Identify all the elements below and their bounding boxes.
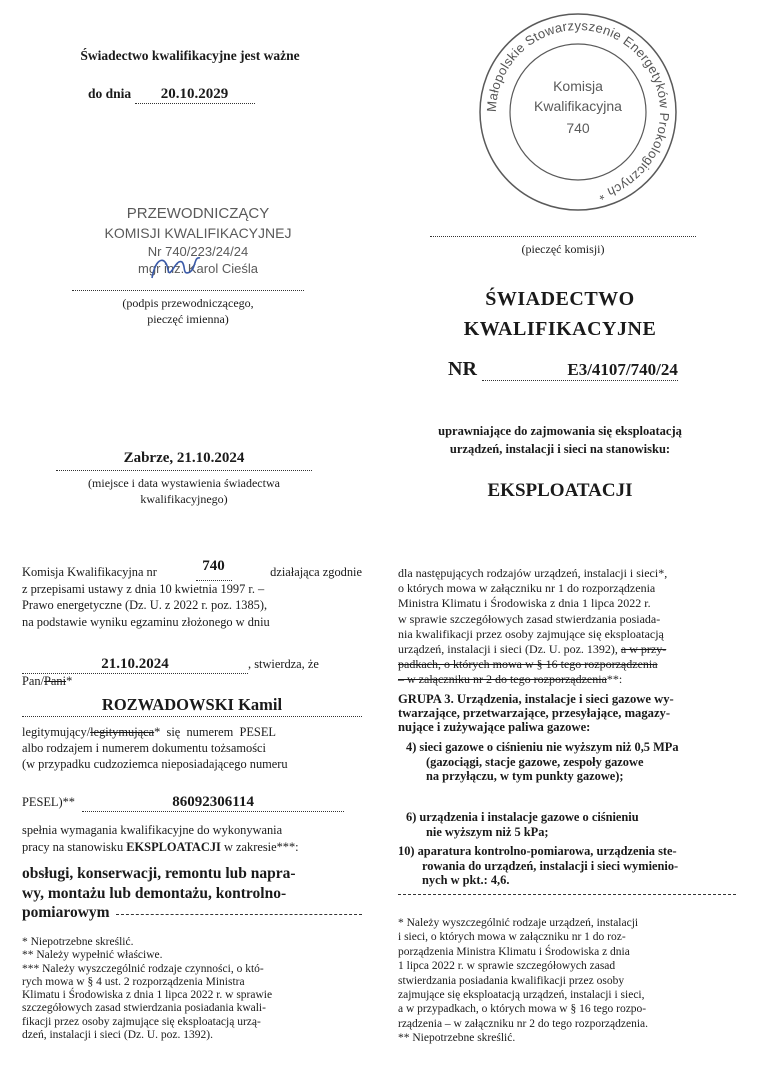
- certificate-title-1: ŚWIADECTWO: [485, 288, 635, 310]
- left-line-4: na podstawie wyniku egzaminu złożonego w dniu: [22, 614, 270, 629]
- group-item-6: [406, 810, 736, 839]
- right-footnotes: [398, 916, 738, 1046]
- stamp-line-1: Komisja: [553, 78, 603, 94]
- svg-text:Małopolskie Stowarzyszenie Ene: Małopolskie Stowarzyszenie Energetyków Prokologicznych *: [483, 17, 673, 204]
- left-paragraph-3: [22, 822, 362, 855]
- place-caption-1: (miejsce i data wystawienia świadectwa: [88, 476, 280, 490]
- text: Komisja Kwalifikacyjna nr: [22, 565, 157, 579]
- group-line-1: GRUPA 3. Urządzenia, instalacje i sieci gazowe wy-: [398, 692, 674, 706]
- text: 10) aparatura kontrolno-pomiarowa, urządzenia ste-: [398, 844, 677, 858]
- scope-line-3: [22, 903, 362, 923]
- chairman-stamp-line-1: PRZEWODNICZĄCY: [126, 205, 270, 222]
- text: EKSPLOATACJI: [126, 839, 221, 854]
- right-footnote-6: zajmujące się eksploatacją urządzeń, instalacji i sieci,: [398, 989, 645, 1002]
- chairman-stamp-line-4: mgr inż. Karol Cieśla: [138, 261, 258, 276]
- text: w zakresie***:: [223, 839, 299, 854]
- validity-date: 20.10.2029: [135, 86, 255, 104]
- right-footnote-8: rządzenia – w załączniku nr 2 do tego rozporządzenia.: [398, 1017, 648, 1030]
- left-line-1: [22, 558, 362, 581]
- text: legitymujący/: [22, 725, 91, 739]
- text: pracy na stanowisku: [22, 839, 124, 854]
- text: rowania do urządzeń, instalacji i sieci wymienio-: [422, 858, 679, 873]
- right-footnote-2: i sieci, o których mowa w załączniku nr 1 do roz-: [398, 931, 626, 944]
- chairman-stamp-line-3: Nr 740/223/24/24: [147, 244, 249, 259]
- group-item-4: [406, 740, 736, 784]
- text: nie wyższym niż 5 kPa;: [426, 824, 549, 839]
- signature-icon: [146, 248, 206, 288]
- certificate-number: E3/4107/740/24: [482, 360, 678, 381]
- group-line-3: nujące i zużywające paliwa gazowe:: [398, 720, 591, 734]
- right-line-7: padkach, o których mowa w § 16 tego rozporządzenia: [398, 657, 658, 672]
- left-line-3: Prawo energetyczne (Dz. U. z 2022 r. poz. 1385),: [22, 598, 268, 612]
- left-paragraph-1: [22, 558, 362, 630]
- left-line-6: albo rodzajem i numerem dokumentu tożsamości: [22, 741, 266, 755]
- right-footnote-4: 1 lipca 2022 r. w sprawie szczegółowych zasad: [398, 960, 616, 973]
- position-name: EKSPLOATACJI: [487, 480, 633, 501]
- right-line-3: Ministra Klimatu i Środowiska z dnia 1 lipca 2022 r.: [398, 596, 651, 611]
- place-caption-2: kwalifikacyjnego): [140, 492, 228, 506]
- exam-date: 21.10.2024: [22, 656, 248, 674]
- text: *: [66, 674, 73, 688]
- certificate-title-2: KWALIFIKACYJNE: [463, 318, 657, 340]
- text: **:: [606, 672, 623, 687]
- text: – w załączniku nr 2 do tego rozporządzenia: [398, 672, 607, 687]
- right-line-6: [398, 642, 740, 657]
- group-item-10: [398, 844, 738, 888]
- text: działająca zgodnie: [270, 565, 362, 579]
- right-line-5: nia kwalifikacji przez osoby zajmujące się eksploatacją: [398, 626, 664, 641]
- signature-caption-2: pieczęć imienna): [147, 312, 229, 326]
- entitles-line-2: urządzeń, instalacji i sieci na stanowisku:: [449, 442, 671, 456]
- left-line-9: [22, 839, 362, 856]
- chairman-stamp-line-2: KOMISJI KWALIFIKACYJNEJ: [104, 225, 292, 241]
- scope-dash-line: [116, 914, 362, 915]
- pesel-number: 86092306114: [82, 794, 344, 812]
- group-line-2: twarzające, przetwarzające, przesyłające, magazy-: [398, 706, 671, 720]
- signature-dotted-line: [72, 290, 304, 291]
- right-footnote-3: porządzenia Ministra Klimatu i Środowiska z dnia: [398, 945, 630, 958]
- right-footnote-7: a w przypadkach, o których mowa w § 16 tego rozpo-: [398, 1003, 647, 1016]
- stamp-caption: (pieczęć komisji): [521, 242, 605, 256]
- left-footnote-4: rych mowa w § 4 ust. 2 rozporządzenia Ministra: [22, 975, 245, 988]
- left-footnote-8: dzeń, instalacji i sieci (Dz. U. poz. 1392).: [22, 1029, 213, 1042]
- right-footnote-1: * Należy wyszczególnić rodzaje urządzeń, instalacji: [398, 917, 639, 929]
- certificate-number-row: [448, 358, 678, 381]
- text: 6) urządzenia i instalacje gazowe o ciśnieniu: [406, 810, 639, 824]
- left-footnote-2: ** Należy wypełnić właściwe.: [22, 949, 163, 962]
- left-line-2: z przepisami ustawy z dnia 10 kwietnia 1997 r. –: [22, 581, 265, 596]
- group-heading: [398, 692, 740, 734]
- left-footnote-5: Klimatu i Środowiska z dnia 1 lipca 2022 r. w sprawie: [22, 989, 273, 1002]
- validity-heading: Świadectwo kwalifikacyjne jest ważne: [80, 48, 300, 63]
- komisja-number: 740: [196, 558, 232, 581]
- stamp-line-3: 740: [566, 120, 590, 136]
- text: pomiarowym: [22, 904, 110, 921]
- right-footnote-9: ** Niepotrzebne skreślić.: [398, 1032, 516, 1045]
- text: , stwierdza, że Pan/: [22, 657, 319, 688]
- scope-line-1: obsługi, konserwacji, remontu lub napra-: [22, 865, 296, 882]
- right-footnote-5: stwierdzania posiadania kwalifikacji przez osoby: [398, 974, 625, 987]
- right-paragraph-1: [398, 566, 740, 688]
- nr-label: NR: [448, 358, 477, 380]
- left-footnote-1: * Niepotrzebne skreślić.: [22, 936, 134, 948]
- validity-date-row: [88, 86, 255, 104]
- person-name-dotted-line: [22, 716, 362, 717]
- stamp-line-2: Kwalifikacyjna: [534, 98, 622, 114]
- scope-block: [22, 864, 362, 923]
- scope-line-2: wy, montażu lub demontażu, kontrolno-: [22, 884, 287, 902]
- right-line-2: o których mowa w załączniku nr 1 do rozporządzenia: [398, 581, 656, 596]
- right-dash-line: [398, 894, 736, 895]
- text: a w przy-: [620, 642, 667, 657]
- text: nych w pkt.: 4,6.: [422, 873, 510, 887]
- text: 4) sieci gazowe o ciśnieniu nie wyższym niż 0,5 MPa: [406, 740, 679, 754]
- right-line-1: dla następujących rodzajów urządzeń, instalacji i sieci*,: [398, 566, 668, 580]
- right-line-8: [398, 672, 740, 687]
- signature-caption-1: (podpis przewodniczącego,: [122, 296, 254, 310]
- commission-stamp: [476, 10, 680, 214]
- left-footnote-7: fikacji przez osoby zajmujące się eksploatacją urzą-: [22, 1015, 261, 1028]
- left-line-8: spełnia wymagania kwalifikacyjne do wykonywania: [22, 823, 283, 837]
- right-line-4: w sprawie szczegółowych zasad stwierdzania posiada-: [398, 611, 661, 626]
- person-name: ROZWADOWSKI Kamil: [101, 695, 283, 714]
- text: legitymująca: [90, 725, 155, 739]
- left-line-5: [22, 724, 362, 740]
- left-paragraph-2: [22, 724, 362, 772]
- text: * się numerem PESEL: [154, 725, 276, 739]
- pesel-row: [22, 794, 362, 812]
- left-footnotes: [22, 936, 362, 1042]
- place-dotted-line: [56, 470, 312, 471]
- text: urządzeń, instalacji i sieci (Dz. U. poz. 1392),: [398, 642, 618, 657]
- stamp-dotted-line: [430, 236, 696, 237]
- do-dnia-label: do dnia: [88, 86, 132, 101]
- text: Pani: [44, 674, 67, 688]
- entitles-line-1: uprawniające do zajmowania się eksploatacją: [438, 424, 682, 438]
- text: na przyłączu, w tym punkty gazowe);: [426, 769, 624, 783]
- place-date: Zabrze, 21.10.2024: [123, 450, 245, 466]
- left-footnote-6: szczegółowych zasad stwierdzania posiadania kwali-: [22, 1002, 266, 1015]
- left-footnote-3: *** Należy wyszczególnić rodzaje czynności, o któ-: [22, 962, 264, 975]
- exam-date-row: [22, 656, 362, 689]
- left-line-7: (w przypadku cudzoziemca nieposiadającego numeru: [22, 757, 288, 771]
- text: (gazociągi, stacje gazowe, zespoły gazowe: [426, 754, 644, 769]
- pesel-label: PESEL)**: [22, 795, 76, 809]
